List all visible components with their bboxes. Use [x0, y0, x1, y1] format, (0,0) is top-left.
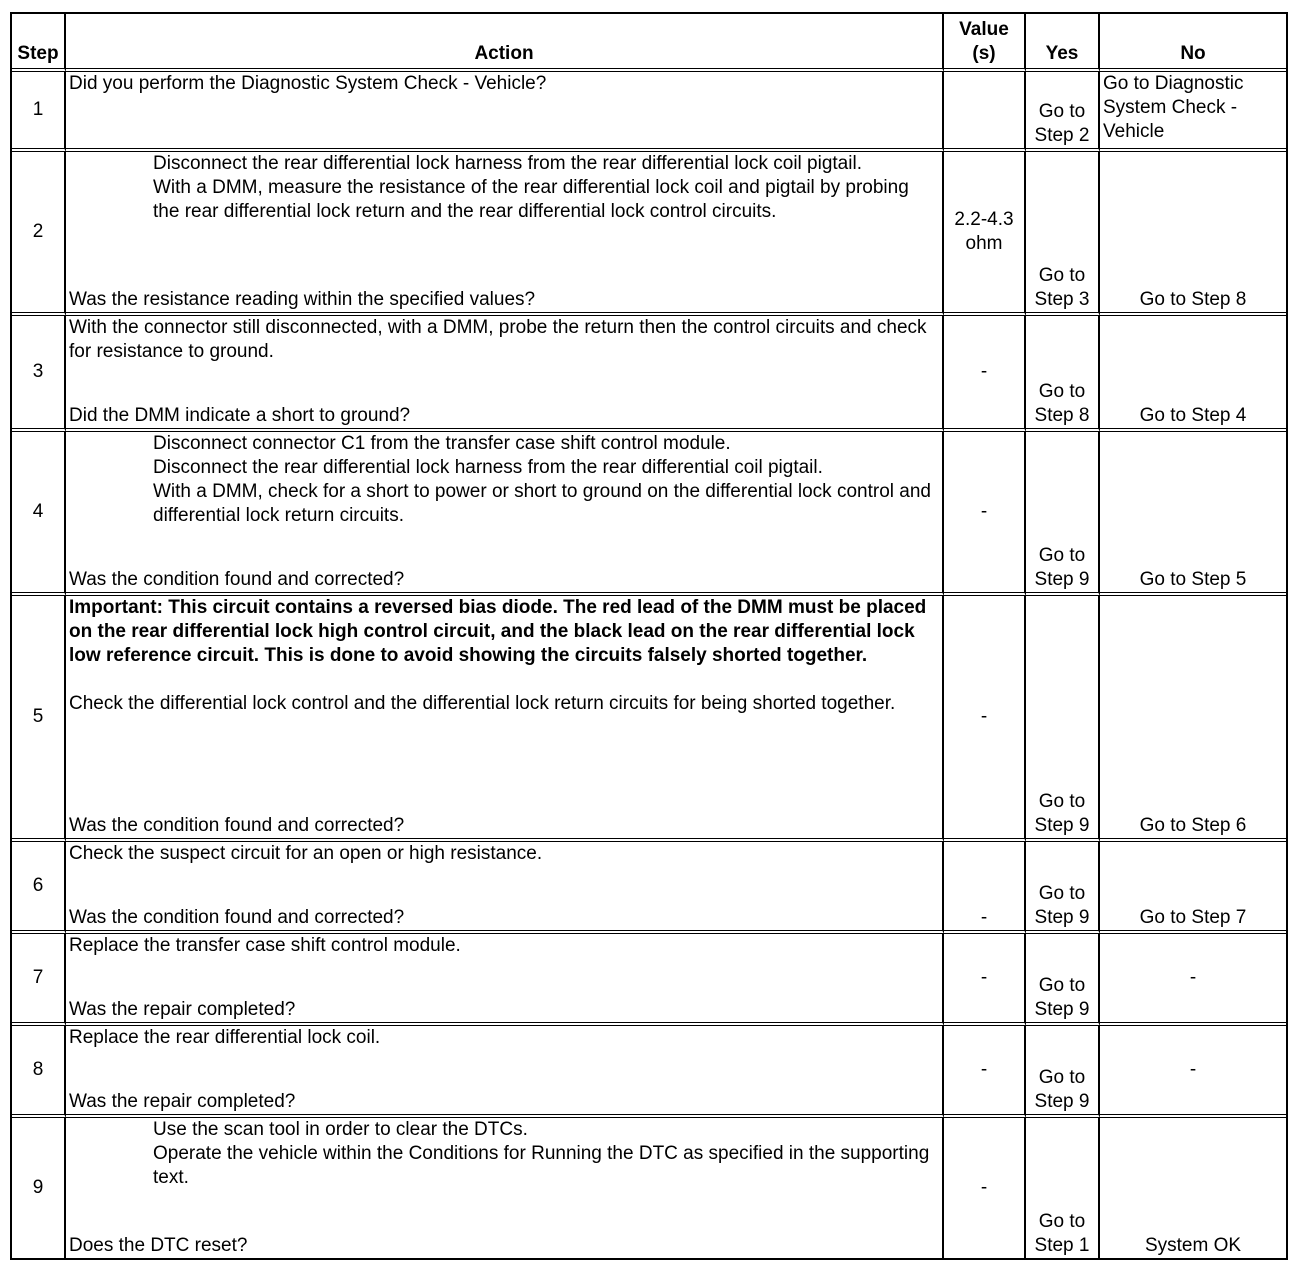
yes-cell: Go to Step 9 — [1026, 842, 1100, 934]
value-cell: - — [944, 316, 1026, 432]
action-question: Was the repair completed? — [69, 999, 296, 1020]
action-text: Check the differential lock control and the differential lock return circuits for being shorted together. — [69, 693, 896, 714]
header-action: Action — [66, 14, 944, 72]
no-cell: - — [1100, 1026, 1286, 1118]
value-cell: - — [944, 1026, 1026, 1118]
no-cell: Go to Step 8 — [1100, 152, 1286, 316]
action-text: With a DMM, check for a short to power or short to ground on the differential lock control and differential lock return circuits. — [153, 481, 931, 526]
action-text: With the connector still disconnected, with a DMM, probe the return then the control circuits and check for resistance to ground. — [69, 317, 927, 362]
no-cell: System OK — [1144, 1235, 1242, 1256]
step-number: 1 — [12, 72, 66, 152]
important-note: Important: This circuit contains a reversed bias diode. The red lead of the DMM must be placed on the rear differential lock high control circuit, and the black lead on the rear differential lock low reference circuit. This is done to avoid showing the circuits falsely shorted together. — [69, 597, 927, 666]
table-row — [12, 432, 1286, 596]
action-text: Disconnect the rear differential lock harness from the rear differential lock coil pigtail. — [153, 153, 862, 174]
header-row — [12, 14, 1286, 72]
action-question: Does the DTC reset? — [69, 1235, 248, 1256]
no-cell: - — [1100, 934, 1286, 1026]
action-question: Was the condition found and corrected? — [69, 569, 405, 590]
value-cell: - — [944, 1118, 1026, 1258]
table-row — [12, 152, 1286, 316]
action-cell — [66, 1118, 944, 1258]
no-cell: Go to Step 4 — [1100, 316, 1286, 432]
no-cell: Go to Step 7 — [1100, 842, 1286, 934]
action-text: Operate the vehicle within the Conditions for Running the DTC as specified in the supporting text. — [153, 1143, 930, 1188]
no-cell: Go to Step 5 — [1100, 432, 1286, 596]
step-number: 9 — [12, 1118, 66, 1258]
table-row — [12, 596, 1286, 842]
yes-cell: Go to Step 9 — [1026, 432, 1100, 596]
action-text: Check the suspect circuit for an open or high resistance. — [69, 843, 543, 864]
step-number: 5 — [12, 596, 66, 842]
action-text: Did you perform the Diagnostic System Check - Vehicle? — [69, 73, 547, 94]
step-number: 2 — [12, 152, 66, 316]
action-text: Disconnect connector C1 from the transfer case shift control module. — [153, 433, 731, 454]
header-step: Step — [12, 14, 66, 72]
header-yes: Yes — [1026, 14, 1100, 72]
action-question: Did the DMM indicate a short to ground? — [69, 405, 411, 426]
header-no: No — [1100, 14, 1286, 72]
step-number: 3 — [12, 316, 66, 432]
yes-cell: Go to Step 9 — [1026, 1026, 1100, 1118]
yes-cell: Go to Step 3 — [1026, 152, 1100, 316]
table-row — [12, 316, 1286, 432]
action-cell — [66, 432, 944, 596]
action-cell — [66, 152, 944, 316]
yes-cell: Go to Step 8 — [1026, 316, 1100, 432]
action-question: Was the condition found and corrected? — [69, 815, 405, 836]
step-number: 7 — [12, 934, 66, 1026]
diagnostic-table — [10, 12, 1288, 1260]
action-question: Was the condition found and corrected? — [69, 907, 405, 928]
action-cell — [66, 842, 944, 934]
table-row — [12, 934, 1286, 1026]
table-row — [12, 72, 1286, 152]
yes-cell: Go to Step 2 — [1026, 72, 1100, 152]
table-row — [12, 1118, 1286, 1258]
value-cell: - — [944, 934, 1026, 1026]
action-cell — [66, 72, 944, 152]
action-cell — [66, 934, 944, 1026]
header-value: Value (s) — [944, 14, 1026, 72]
no-cell: Go to Diagnostic System Check - Vehicle — [1100, 72, 1286, 152]
no-cell: Go to Step 6 — [1100, 596, 1286, 842]
table-row — [12, 842, 1286, 934]
action-cell — [66, 1026, 944, 1118]
value-cell: 2.2-4.3 ohm — [944, 152, 1026, 316]
action-text: Use the scan tool in order to clear the DTCs. — [153, 1119, 528, 1140]
action-cell — [66, 596, 944, 842]
step-number: 8 — [12, 1026, 66, 1118]
step-number: 4 — [12, 432, 66, 596]
yes-cell: Go to Step 1 — [1026, 1118, 1100, 1258]
action-text: Replace the transfer case shift control module. — [69, 935, 461, 956]
value-cell — [944, 72, 1026, 152]
table-row — [12, 1026, 1286, 1118]
value-cell: - — [944, 596, 1026, 842]
action-text: Disconnect the rear differential lock harness from the rear differential coil pigtail. — [153, 457, 823, 478]
value-cell: - — [944, 432, 1026, 596]
action-question: Was the resistance reading within the specified values? — [69, 289, 536, 310]
yes-cell: Go to Step 9 — [1026, 934, 1100, 1026]
action-cell — [66, 316, 944, 432]
action-text: Replace the rear differential lock coil. — [69, 1027, 381, 1048]
action-question: Was the repair completed? — [69, 1091, 296, 1112]
step-number: 6 — [12, 842, 66, 934]
action-text: With a DMM, measure the resistance of the rear differential lock coil and pigtail by probing the rear differential lock return and the rear differential lock control circuits. — [153, 177, 909, 222]
value-cell: - — [944, 842, 1026, 934]
yes-cell: Go to Step 9 — [1026, 596, 1100, 842]
